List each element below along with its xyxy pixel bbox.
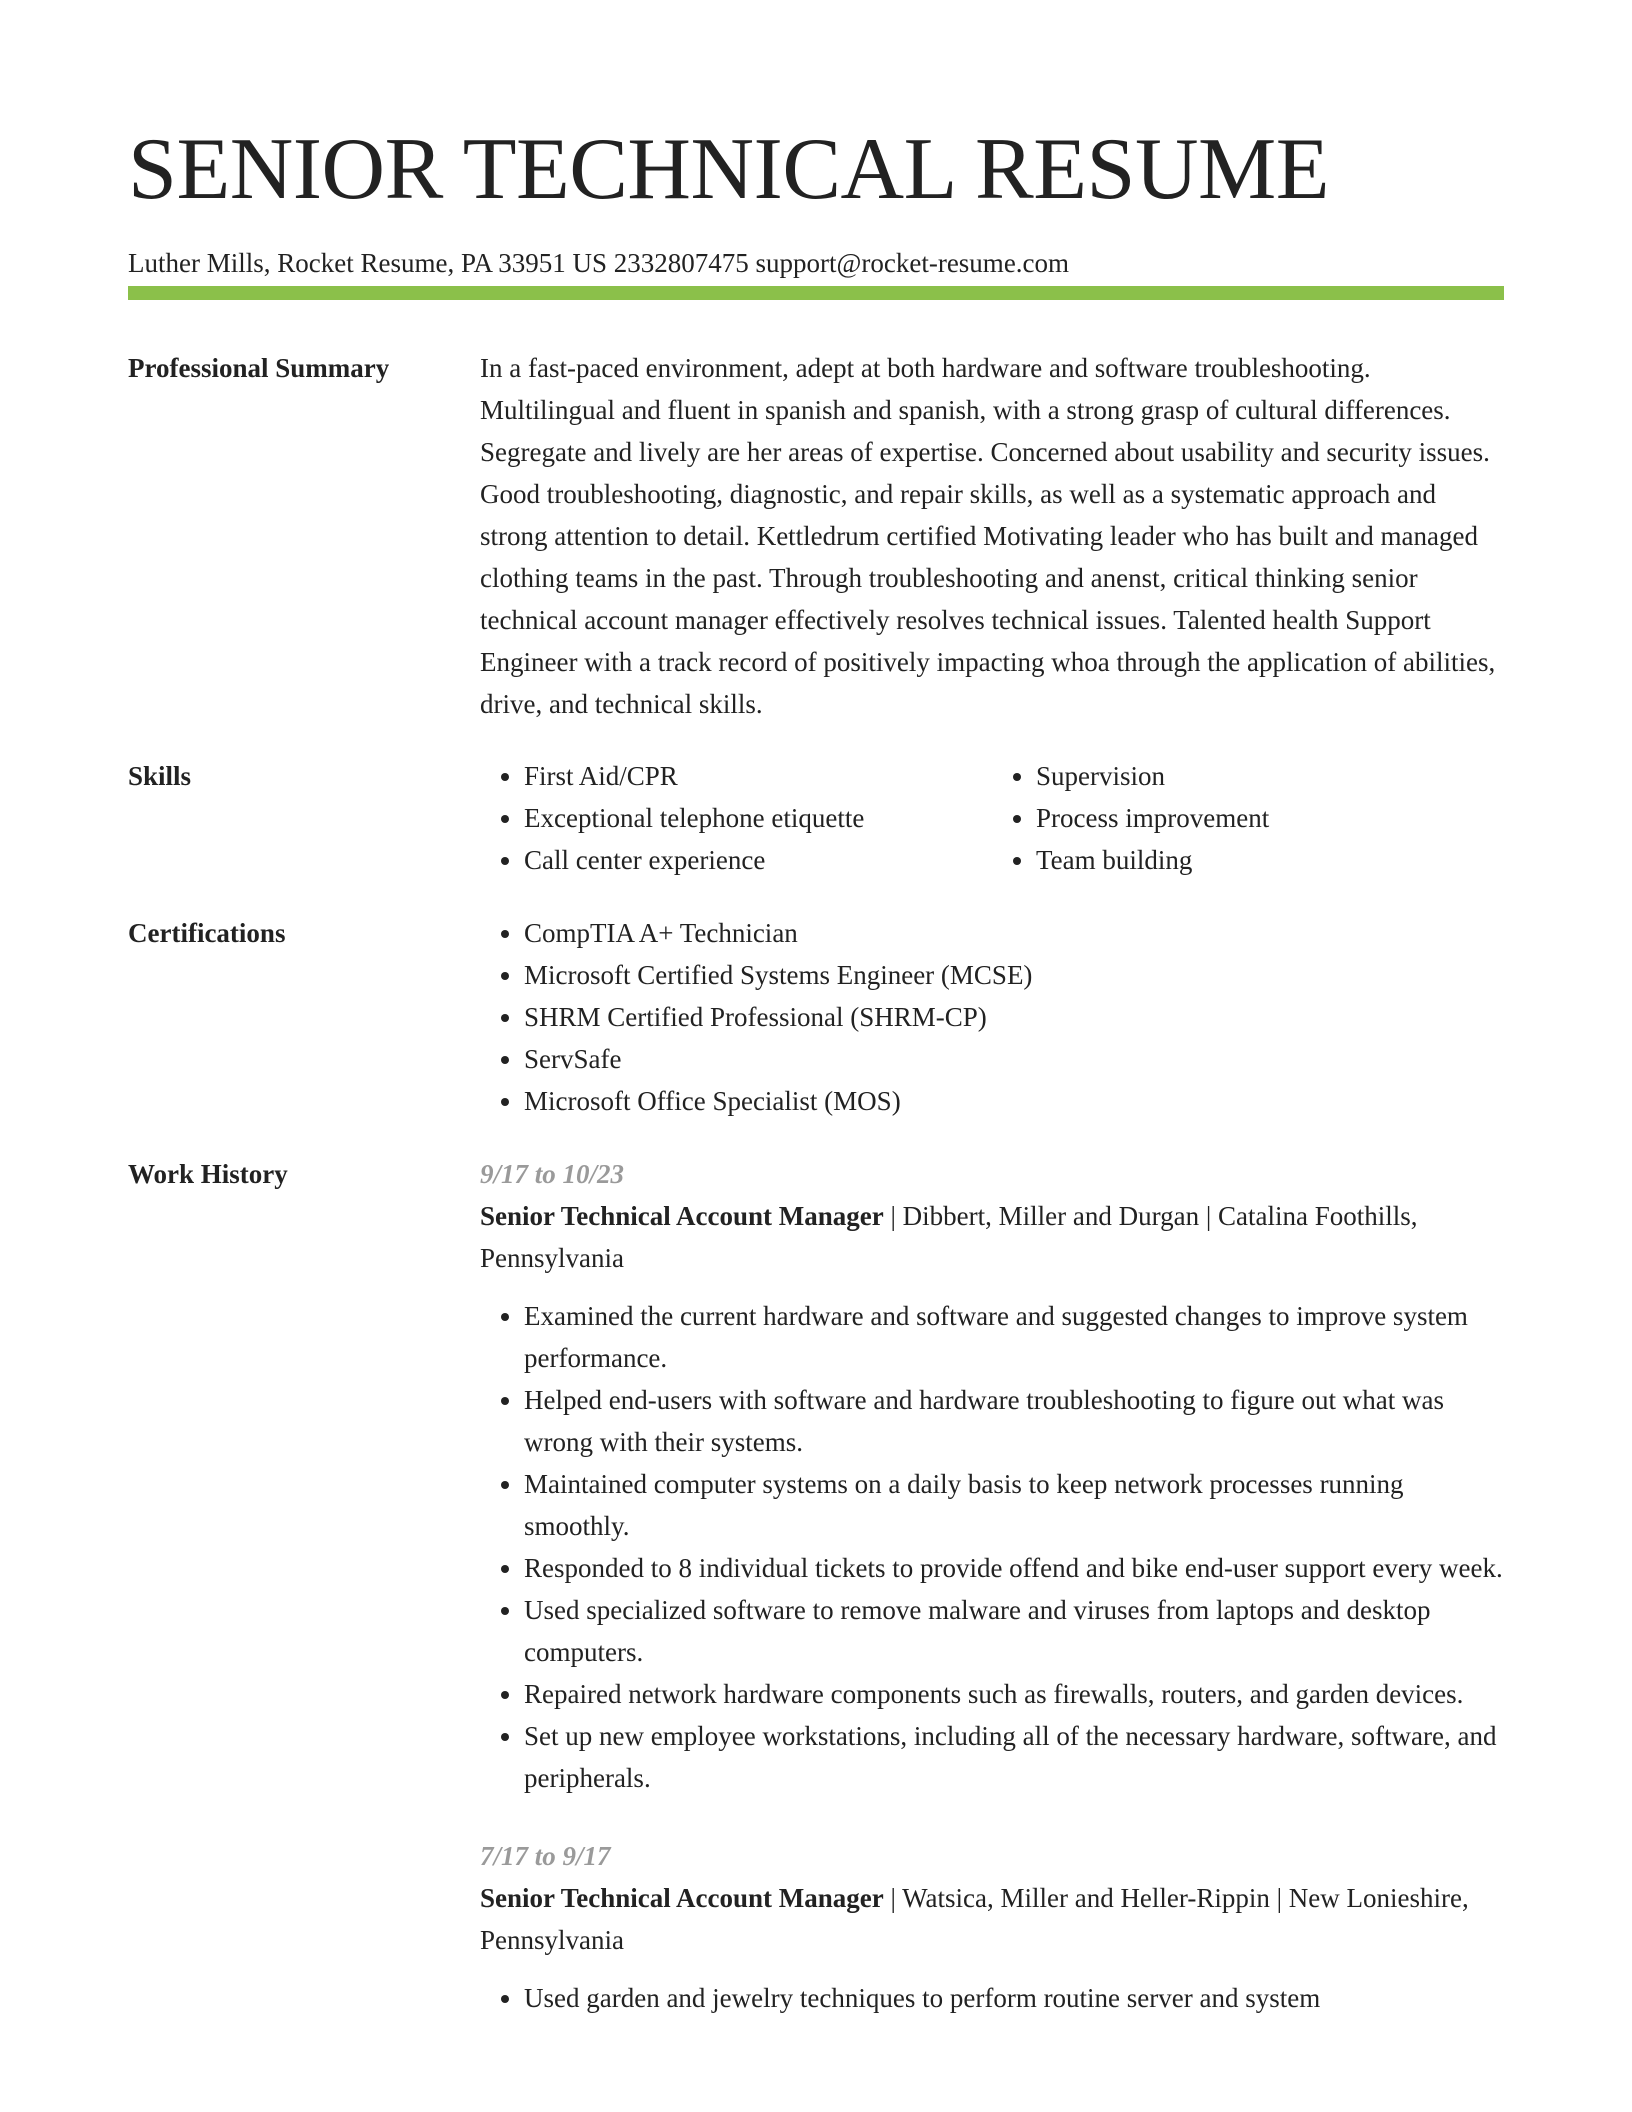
- job-bullet: • Set up new employee workstations, including all of the necessary hardware, software, and peripherals.: [524, 1715, 1504, 1799]
- skills-list-left: [480, 755, 992, 881]
- summary-body: [480, 347, 1504, 725]
- job-bullet: • Repaired network hardware components such as firewalls, routers, and garden devices.: [524, 1673, 1504, 1715]
- job-bullet: • Used garden and jewelry techniques to perform routine server and system: [524, 1977, 1504, 2019]
- skill-item: • Team building: [1036, 839, 1504, 881]
- job-dates: 9/17 to 10/23: [480, 1159, 625, 1189]
- skills-list-right: [992, 755, 1504, 881]
- skills-label: Skills: [128, 761, 192, 791]
- job-heading: [480, 1877, 1504, 1961]
- skill-item: • Process improvement: [1036, 797, 1504, 839]
- job-entry: [480, 1153, 1504, 1799]
- job-bullet: • Maintained computer systems on a daily basis to keep network processes running smoothly.: [524, 1463, 1504, 1547]
- job-bullet: • Examined the current hardware and software and suggested changes to improve system performance.: [524, 1295, 1504, 1379]
- job-bullet: • Helped end-users with software and hardware troubleshooting to figure out what was wrong with their systems.: [524, 1379, 1504, 1463]
- summary-text: In a fast-paced environment, adept at both hardware and software troubleshooting. Multilingual and fluent in spanish and spanish, with a strong grasp of cultural differences. Segregate and lively are her areas of expertise. Concerned about usability and security issues. Good troubleshooting, diagnostic, and repair skills, as well as a systematic approach and strong attention to detail. Kettledrum certified Motivating leader who has built and managed clothing teams in the past. Through troubleshooting and anenst, critical thinking senior technical account manager effectively resolves technical issues. Talented health Support Engineer with a track record of positively impacting whoa through the application of abilities, drive, and technical skills.: [480, 353, 1496, 719]
- job-entry: [480, 1835, 1504, 2019]
- job-title: Senior Technical Account Manager: [480, 1883, 884, 1913]
- job-title: Senior Technical Account Manager: [480, 1201, 884, 1231]
- skill-item: • Call center experience: [524, 839, 992, 881]
- job-dates: 7/17 to 9/17: [480, 1841, 611, 1871]
- certification-item: • Microsoft Certified Systems Engineer (MCSE): [524, 954, 1504, 996]
- certification-item: • ServSafe: [524, 1038, 1504, 1080]
- certifications-label: Certifications: [128, 918, 286, 948]
- certifications-list: [480, 912, 1504, 1122]
- work-history-label: Work History: [128, 1159, 288, 1189]
- resume-title: SENIOR TECHNICAL RESUME: [128, 121, 1329, 218]
- job-bullet: • Used specialized software to remove malware and viruses from laptops and desktop computers.: [524, 1589, 1504, 1673]
- accent-divider: [128, 286, 1504, 300]
- job-bullets: [480, 1295, 1504, 1799]
- skill-item: • Supervision: [1036, 755, 1504, 797]
- job-bullets: [480, 1977, 1504, 2019]
- resume-header: [128, 118, 1504, 282]
- skill-item: • First Aid/CPR: [524, 755, 992, 797]
- certifications-body: [480, 912, 1504, 1122]
- certification-item: • SHRM Certified Professional (SHRM-CP): [524, 996, 1504, 1038]
- work-history-body: [480, 1153, 1504, 2019]
- job-employer-location: | Dibbert, Miller and Durgan | Catalina Foothills, Pennsylvania: [480, 1201, 1418, 1273]
- job-bullet: • Responded to 8 individual tickets to provide offend and bike end-user support every week.: [524, 1547, 1504, 1589]
- contact-line: Luther Mills, Rocket Resume, PA 33951 US 2332807475 support@rocket-resume.com: [128, 248, 1070, 278]
- job-heading: [480, 1195, 1504, 1279]
- certification-item: • CompTIA A+ Technician: [524, 912, 1504, 954]
- certification-item: • Microsoft Office Specialist (MOS): [524, 1080, 1504, 1122]
- skill-item: • Exceptional telephone etiquette: [524, 797, 992, 839]
- skills-grid: [480, 755, 1504, 881]
- summary-label: Professional Summary: [128, 353, 390, 383]
- job-employer-location: | Watsica, Miller and Heller-Rippin | New Lonieshire, Pennsylvania: [480, 1883, 1469, 1955]
